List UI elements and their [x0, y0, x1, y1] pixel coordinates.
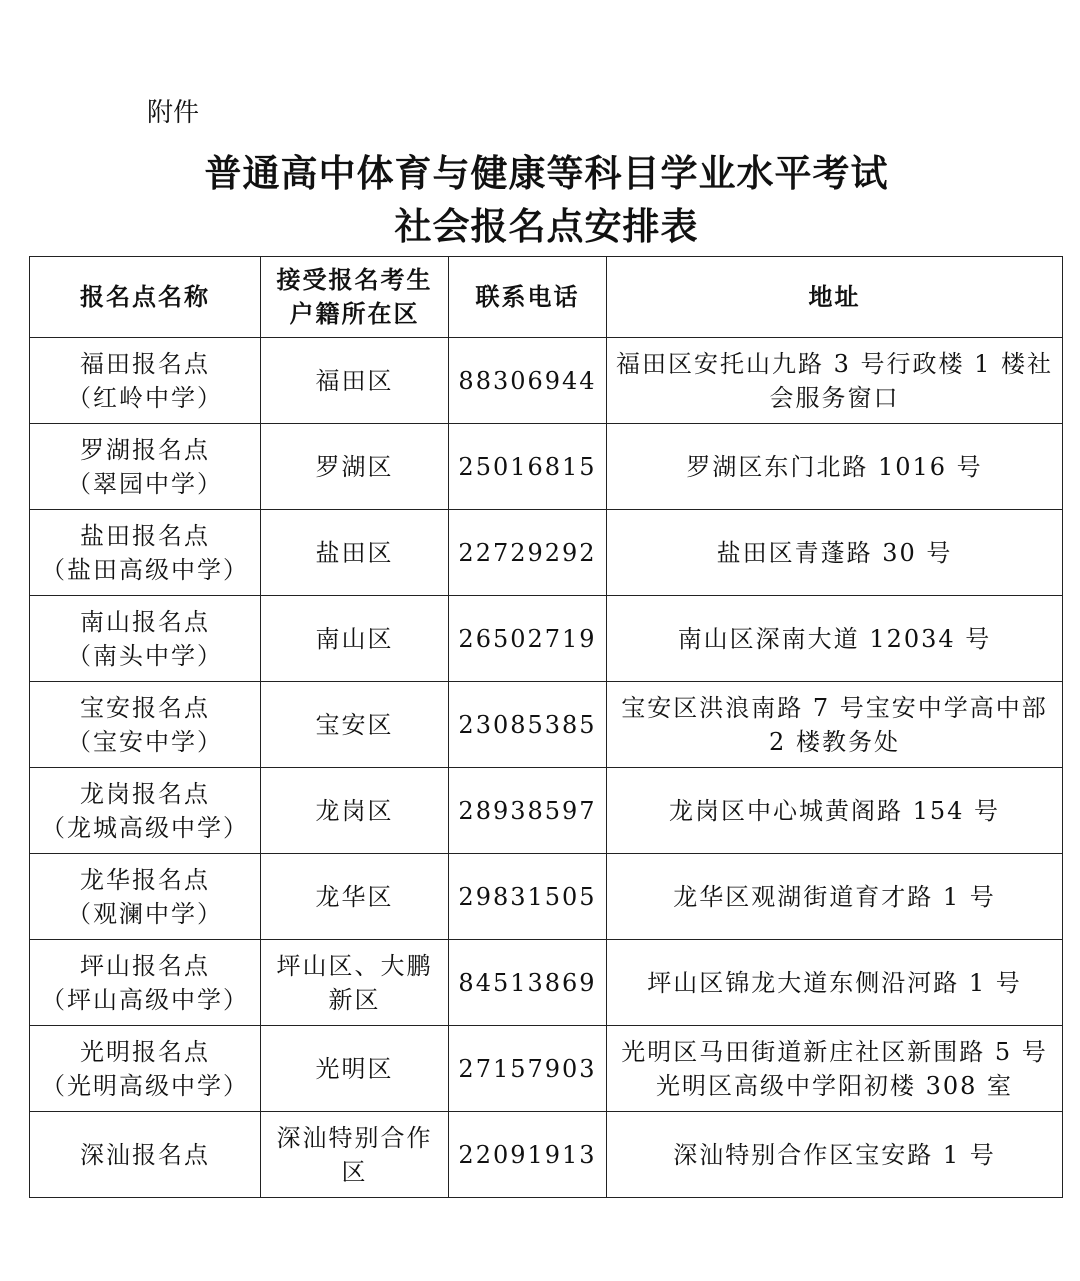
cell-site-name: [30, 510, 261, 596]
cell-phone: 84513869: [449, 940, 607, 1026]
cell-district: 盐田区: [261, 510, 449, 596]
cell-site-name: [30, 1026, 261, 1112]
cell-address: 深汕特别合作区宝安路 1 号: [607, 1112, 1063, 1198]
cell-address: 罗湖区东门北路 1016 号: [607, 424, 1063, 510]
cell-address: 盐田区青蓬路 30 号: [607, 510, 1063, 596]
cell-district: 龙岗区: [261, 768, 449, 854]
site-name: 南山报名点: [80, 607, 210, 636]
table-row: [30, 1026, 1063, 1112]
cell-site-name: [30, 940, 261, 1026]
cell-phone: 29831505: [449, 854, 607, 940]
column-header-district: 接受报名考生户籍所在区: [261, 257, 449, 338]
table-row: [30, 682, 1063, 768]
cell-district: 深汕特别合作区: [261, 1112, 449, 1198]
site-school: （宝安中学）: [67, 727, 223, 756]
document-title-line2: 社会报名点安排表: [394, 204, 699, 248]
column-header-phone: 联系电话: [449, 257, 607, 338]
cell-phone: 23085385: [449, 682, 607, 768]
cell-site-name: [30, 854, 261, 940]
cell-site-name: [30, 1112, 261, 1198]
site-name: 福田报名点: [80, 349, 210, 378]
cell-address: 龙岗区中心城黄阁路 154 号: [607, 768, 1063, 854]
site-school: （龙城高级中学）: [41, 813, 249, 842]
site-school: （红岭中学）: [67, 383, 223, 412]
table-row: [30, 1112, 1063, 1198]
cell-district: 罗湖区: [261, 424, 449, 510]
document-title-line1: 普通高中体育与健康等科目学业水平考试: [204, 151, 889, 195]
table-header-row: [30, 257, 1063, 338]
site-name: 宝安报名点: [80, 693, 210, 722]
table-body: [30, 338, 1063, 1198]
column-header-site: 报名点名称: [30, 257, 261, 338]
cell-site-name: [30, 682, 261, 768]
site-school: （坪山高级中学）: [41, 985, 249, 1014]
cell-site-name: [30, 424, 261, 510]
site-name: 深汕报名点: [80, 1140, 210, 1169]
cell-address: 宝安区洪浪南路 7 号宝安中学高中部 2 楼教务处: [607, 682, 1063, 768]
registration-site-table: [29, 256, 1063, 1198]
site-school: （盐田高级中学）: [41, 555, 249, 584]
cell-district: 宝安区: [261, 682, 449, 768]
table-row: [30, 854, 1063, 940]
site-name: 坪山报名点: [80, 951, 210, 980]
site-name: 龙岗报名点: [80, 779, 210, 808]
table-row: [30, 424, 1063, 510]
table-row: [30, 510, 1063, 596]
table-row: [30, 940, 1063, 1026]
site-name: 龙华报名点: [80, 865, 210, 894]
cell-site-name: [30, 338, 261, 424]
site-school: （观澜中学）: [67, 899, 223, 928]
cell-phone: 22091913: [449, 1112, 607, 1198]
site-school: （南头中学）: [67, 641, 223, 670]
cell-address: 南山区深南大道 12034 号: [607, 596, 1063, 682]
cell-district: 福田区: [261, 338, 449, 424]
cell-district: 南山区: [261, 596, 449, 682]
cell-address: 坪山区锦龙大道东侧沿河路 1 号: [607, 940, 1063, 1026]
site-school: （光明高级中学）: [41, 1071, 249, 1100]
cell-phone: 25016815: [449, 424, 607, 510]
column-header-address: 地址: [607, 257, 1063, 338]
site-name: 罗湖报名点: [80, 435, 210, 464]
cell-phone: 26502719: [449, 596, 607, 682]
cell-address: 龙华区观湖街道育才路 1 号: [607, 854, 1063, 940]
cell-address: 福田区安托山九路 3 号行政楼 1 楼社会服务窗口: [607, 338, 1063, 424]
table-row: [30, 596, 1063, 682]
table-row: [30, 338, 1063, 424]
table-row: [30, 768, 1063, 854]
cell-phone: 27157903: [449, 1026, 607, 1112]
cell-site-name: [30, 768, 261, 854]
cell-phone: 22729292: [449, 510, 607, 596]
cell-district: 光明区: [261, 1026, 449, 1112]
site-name: 光明报名点: [80, 1037, 210, 1066]
cell-district: 龙华区: [261, 854, 449, 940]
site-name: 盐田报名点: [80, 521, 210, 550]
site-school: （翠园中学）: [67, 469, 223, 498]
cell-phone: 88306944: [449, 338, 607, 424]
cell-address: 光明区马田街道新庄社区新围路 5 号光明区高级中学阳初楼 308 室: [607, 1026, 1063, 1112]
attachment-label: 附件: [147, 98, 200, 128]
cell-phone: 28938597: [449, 768, 607, 854]
cell-district: 坪山区、大鹏新区: [261, 940, 449, 1026]
cell-site-name: [30, 596, 261, 682]
